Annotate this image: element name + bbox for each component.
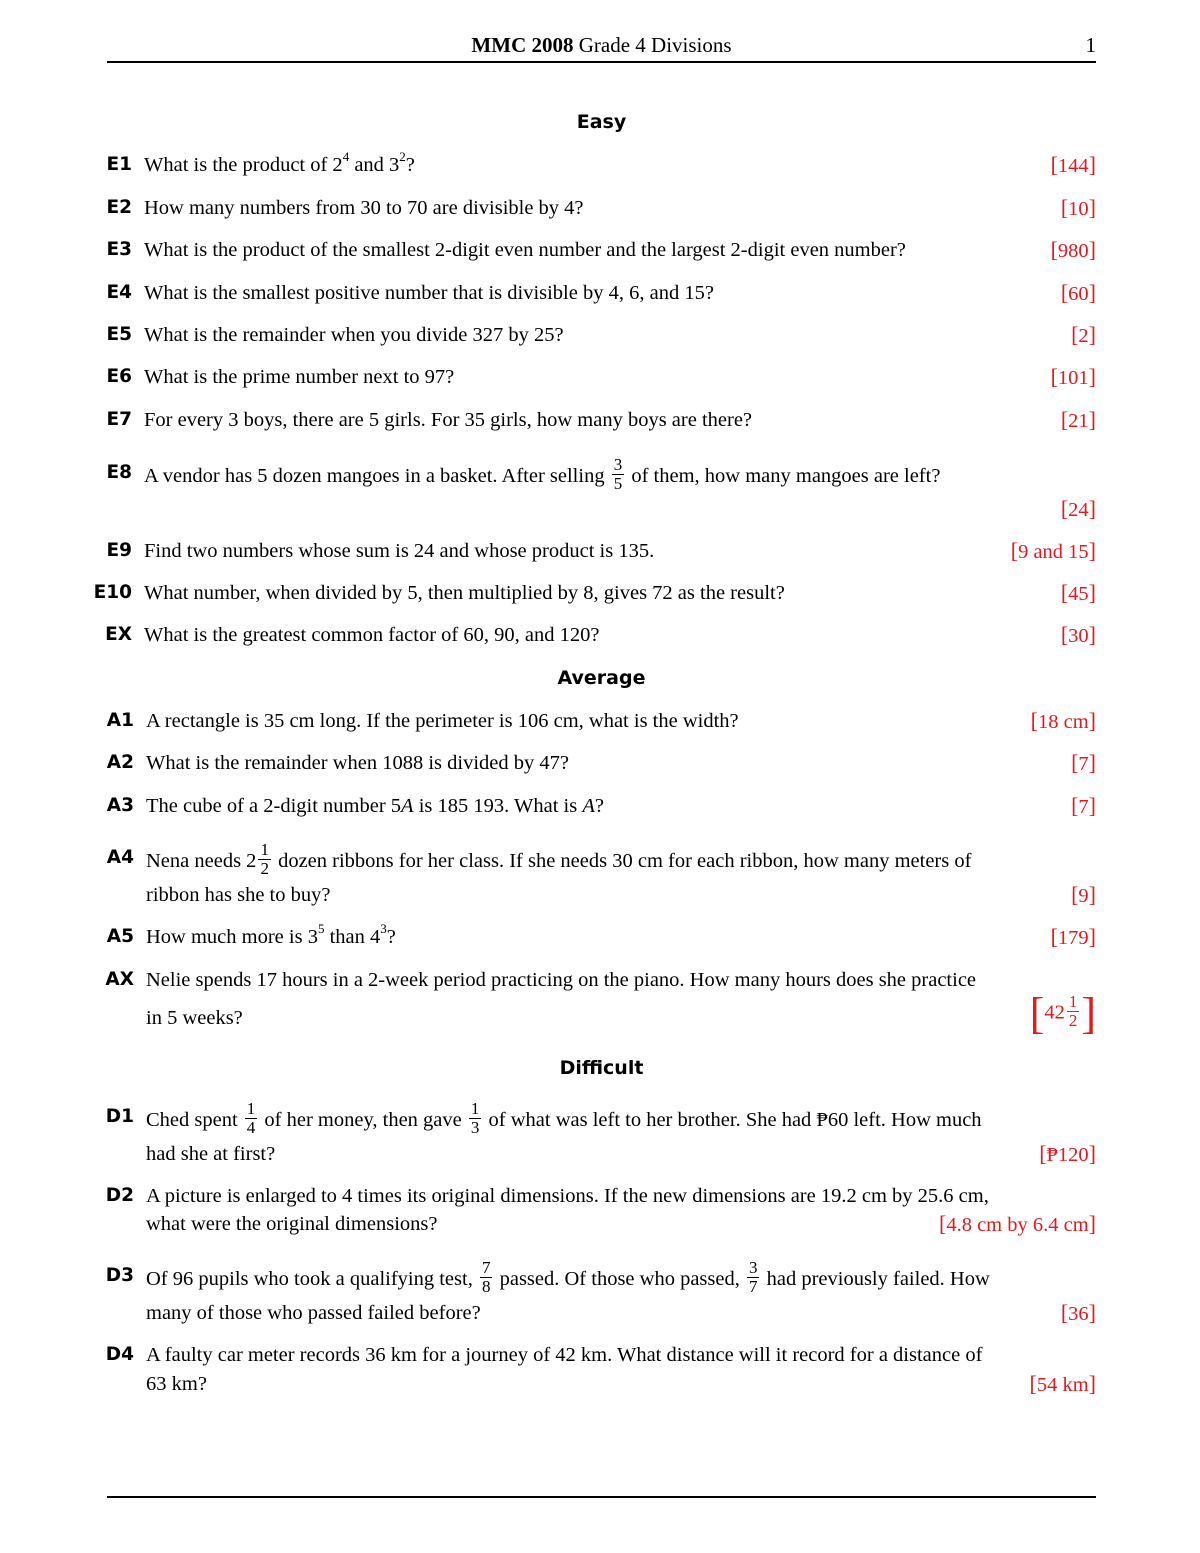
answer: [144]: [1050, 152, 1096, 177]
question-label: A3: [106, 795, 134, 816]
fraction: $\frac{1}{4}$: [246, 1099, 256, 1137]
question-text: What is the greatest common factor of 60, 90, and 120?: [144, 624, 600, 646]
question-label: E8: [106, 462, 132, 483]
question-label: E2: [106, 197, 132, 218]
answer: [60]: [1060, 280, 1096, 305]
question-text: Find two numbers whose sum is 24 and whose product is 135.: [144, 540, 655, 562]
question-text-line2: in 5 weeks?: [146, 1007, 243, 1029]
question-label: E5: [106, 324, 132, 345]
answer: [7]: [1071, 793, 1096, 818]
question-label: D1: [105, 1106, 134, 1127]
question-text: How many numbers from 30 to 70 are divisible by 4?: [144, 197, 584, 219]
question-text: How much more is $3^5$ than $4^3$?: [146, 921, 396, 948]
question-label: E9: [106, 540, 132, 561]
question-label: A1: [106, 710, 134, 731]
question-text: What is the prime number next to 97?: [144, 366, 455, 388]
question-label: E4: [106, 282, 132, 303]
answer: [101]: [1050, 364, 1096, 389]
question-text: Of 96 pupils who took a qualifying test, $\frac{7}{8}$ passed. Of those who passed, $\frac{3}{7}$ had previously failed. How: [146, 1258, 990, 1296]
question-label: D4: [105, 1344, 134, 1365]
fraction: $\frac{7}{8}$: [481, 1258, 491, 1296]
question-text: What number, when divided by 5, then multiplied by 8, gives 72 as the result?: [144, 582, 785, 604]
footer-rule: [107, 1496, 1096, 1498]
question-label: E6: [106, 366, 132, 387]
answer: [2]: [1071, 322, 1096, 347]
question-text: The cube of a 2-digit number 5A is 185 193. What is A?: [146, 795, 604, 817]
page-header: [107, 33, 1096, 59]
section-heading-easy: Easy: [576, 111, 627, 133]
fraction: $\frac{3}{7}$: [748, 1258, 758, 1296]
answer: [21]: [1060, 407, 1096, 432]
question-text-line2: many of those who passed failed before?: [146, 1302, 481, 1324]
question-text: A picture is enlarged to 4 times its original dimensions. If the new dimensions are 19.2 cm by 25.6 cm,: [146, 1185, 989, 1207]
question-label: E10: [93, 582, 132, 603]
question-text: A rectangle is 35 cm long. If the perimeter is 106 cm, what is the width?: [146, 710, 739, 732]
answer: [179]: [1050, 924, 1096, 949]
section-heading-average: Average: [557, 667, 646, 689]
question-text: Ched spent $\frac{1}{4}$ of her money, then gave $\frac{1}{3}$ of what was left to her brother. She had ₱60 left. How much: [146, 1099, 982, 1137]
question-label: A2: [106, 752, 134, 773]
section-heading-difficult: Difficult: [559, 1057, 644, 1079]
header-title: MMC 2008 Grade 4 Divisions: [471, 33, 732, 57]
question-label: EX: [105, 624, 132, 645]
answer: [10]: [1060, 195, 1096, 220]
answer: [₱120]: [1039, 1141, 1096, 1166]
answer: [980]: [1050, 237, 1096, 262]
question-text: A faulty car meter records 36 km for a journey of 42 km. What distance will it record for a distance of: [146, 1344, 983, 1366]
fraction: $\frac{1}{3}$: [470, 1099, 480, 1137]
question-text: Nena needs 2 $\frac{1}{2}$ dozen ribbons for her class. If she needs 30 cm for each ribbon, how many meters of: [146, 840, 972, 878]
question-text-line2: what were the original dimensions?: [146, 1213, 438, 1235]
question-text: What is the product of $2^4$ and $3^2$?: [144, 149, 415, 176]
answer: [18 cm]: [1030, 708, 1096, 733]
answer: [36]: [1060, 1300, 1096, 1325]
question-text: For every 3 boys, there are 5 girls. For 35 girls, how many boys are there?: [144, 409, 753, 431]
question-label: D2: [105, 1185, 134, 1206]
page-number: 1: [1085, 33, 1096, 57]
question-text: Nelie spends 17 hours in a 2-week period practicing on the piano. How many hours does she practice: [146, 969, 977, 991]
fraction: $\frac{1}{2}$: [260, 840, 269, 878]
question-text-line2: ribbon has she to buy?: [146, 884, 331, 906]
answer: [9]: [1071, 882, 1096, 907]
question-label: D3: [105, 1265, 134, 1286]
answer: [54 km]: [1029, 1371, 1096, 1396]
header-rule: [107, 61, 1096, 63]
question-text-line2: 63 km?: [146, 1373, 207, 1395]
question-text: What is the remainder when 1088 is divided by 47?: [146, 752, 569, 774]
question-text: What is the product of the smallest 2-digit even number and the largest 2-digit even number?: [144, 239, 906, 261]
answer: [30]: [1060, 622, 1096, 647]
answer: [4.8 cm by 6.4 cm]: [939, 1211, 1096, 1236]
question-text-line2: had she at first?: [146, 1143, 276, 1165]
answer: [9 and 15]: [1010, 538, 1096, 563]
question-text: What is the remainder when you divide 327 by 25?: [144, 324, 564, 346]
fraction: $\frac{1}{2}$: [1068, 991, 1078, 1030]
document-page: [93, 0, 1096, 1553]
question-label: A5: [106, 926, 134, 947]
question-label: E3: [106, 239, 132, 260]
question-label: AX: [105, 969, 134, 990]
question-label: E7: [106, 409, 132, 430]
fraction: $\frac{3}{5}$: [613, 455, 623, 493]
answer: [45]: [1060, 580, 1096, 605]
question-text: A vendor has 5 dozen mangoes in a basket. After selling $\frac{3}{5}$ of them, how many mangoes are left?: [144, 455, 941, 493]
question-label: E1: [106, 154, 132, 175]
answer: [42 $\frac{1}{2}$ ]: [1029, 989, 1096, 1038]
question-label: A4: [106, 847, 134, 868]
question-text: What is the smallest positive number that is divisible by 4, 6, and 15?: [144, 282, 714, 304]
answer: [24]: [1060, 496, 1096, 521]
answer: [7]: [1071, 750, 1096, 775]
